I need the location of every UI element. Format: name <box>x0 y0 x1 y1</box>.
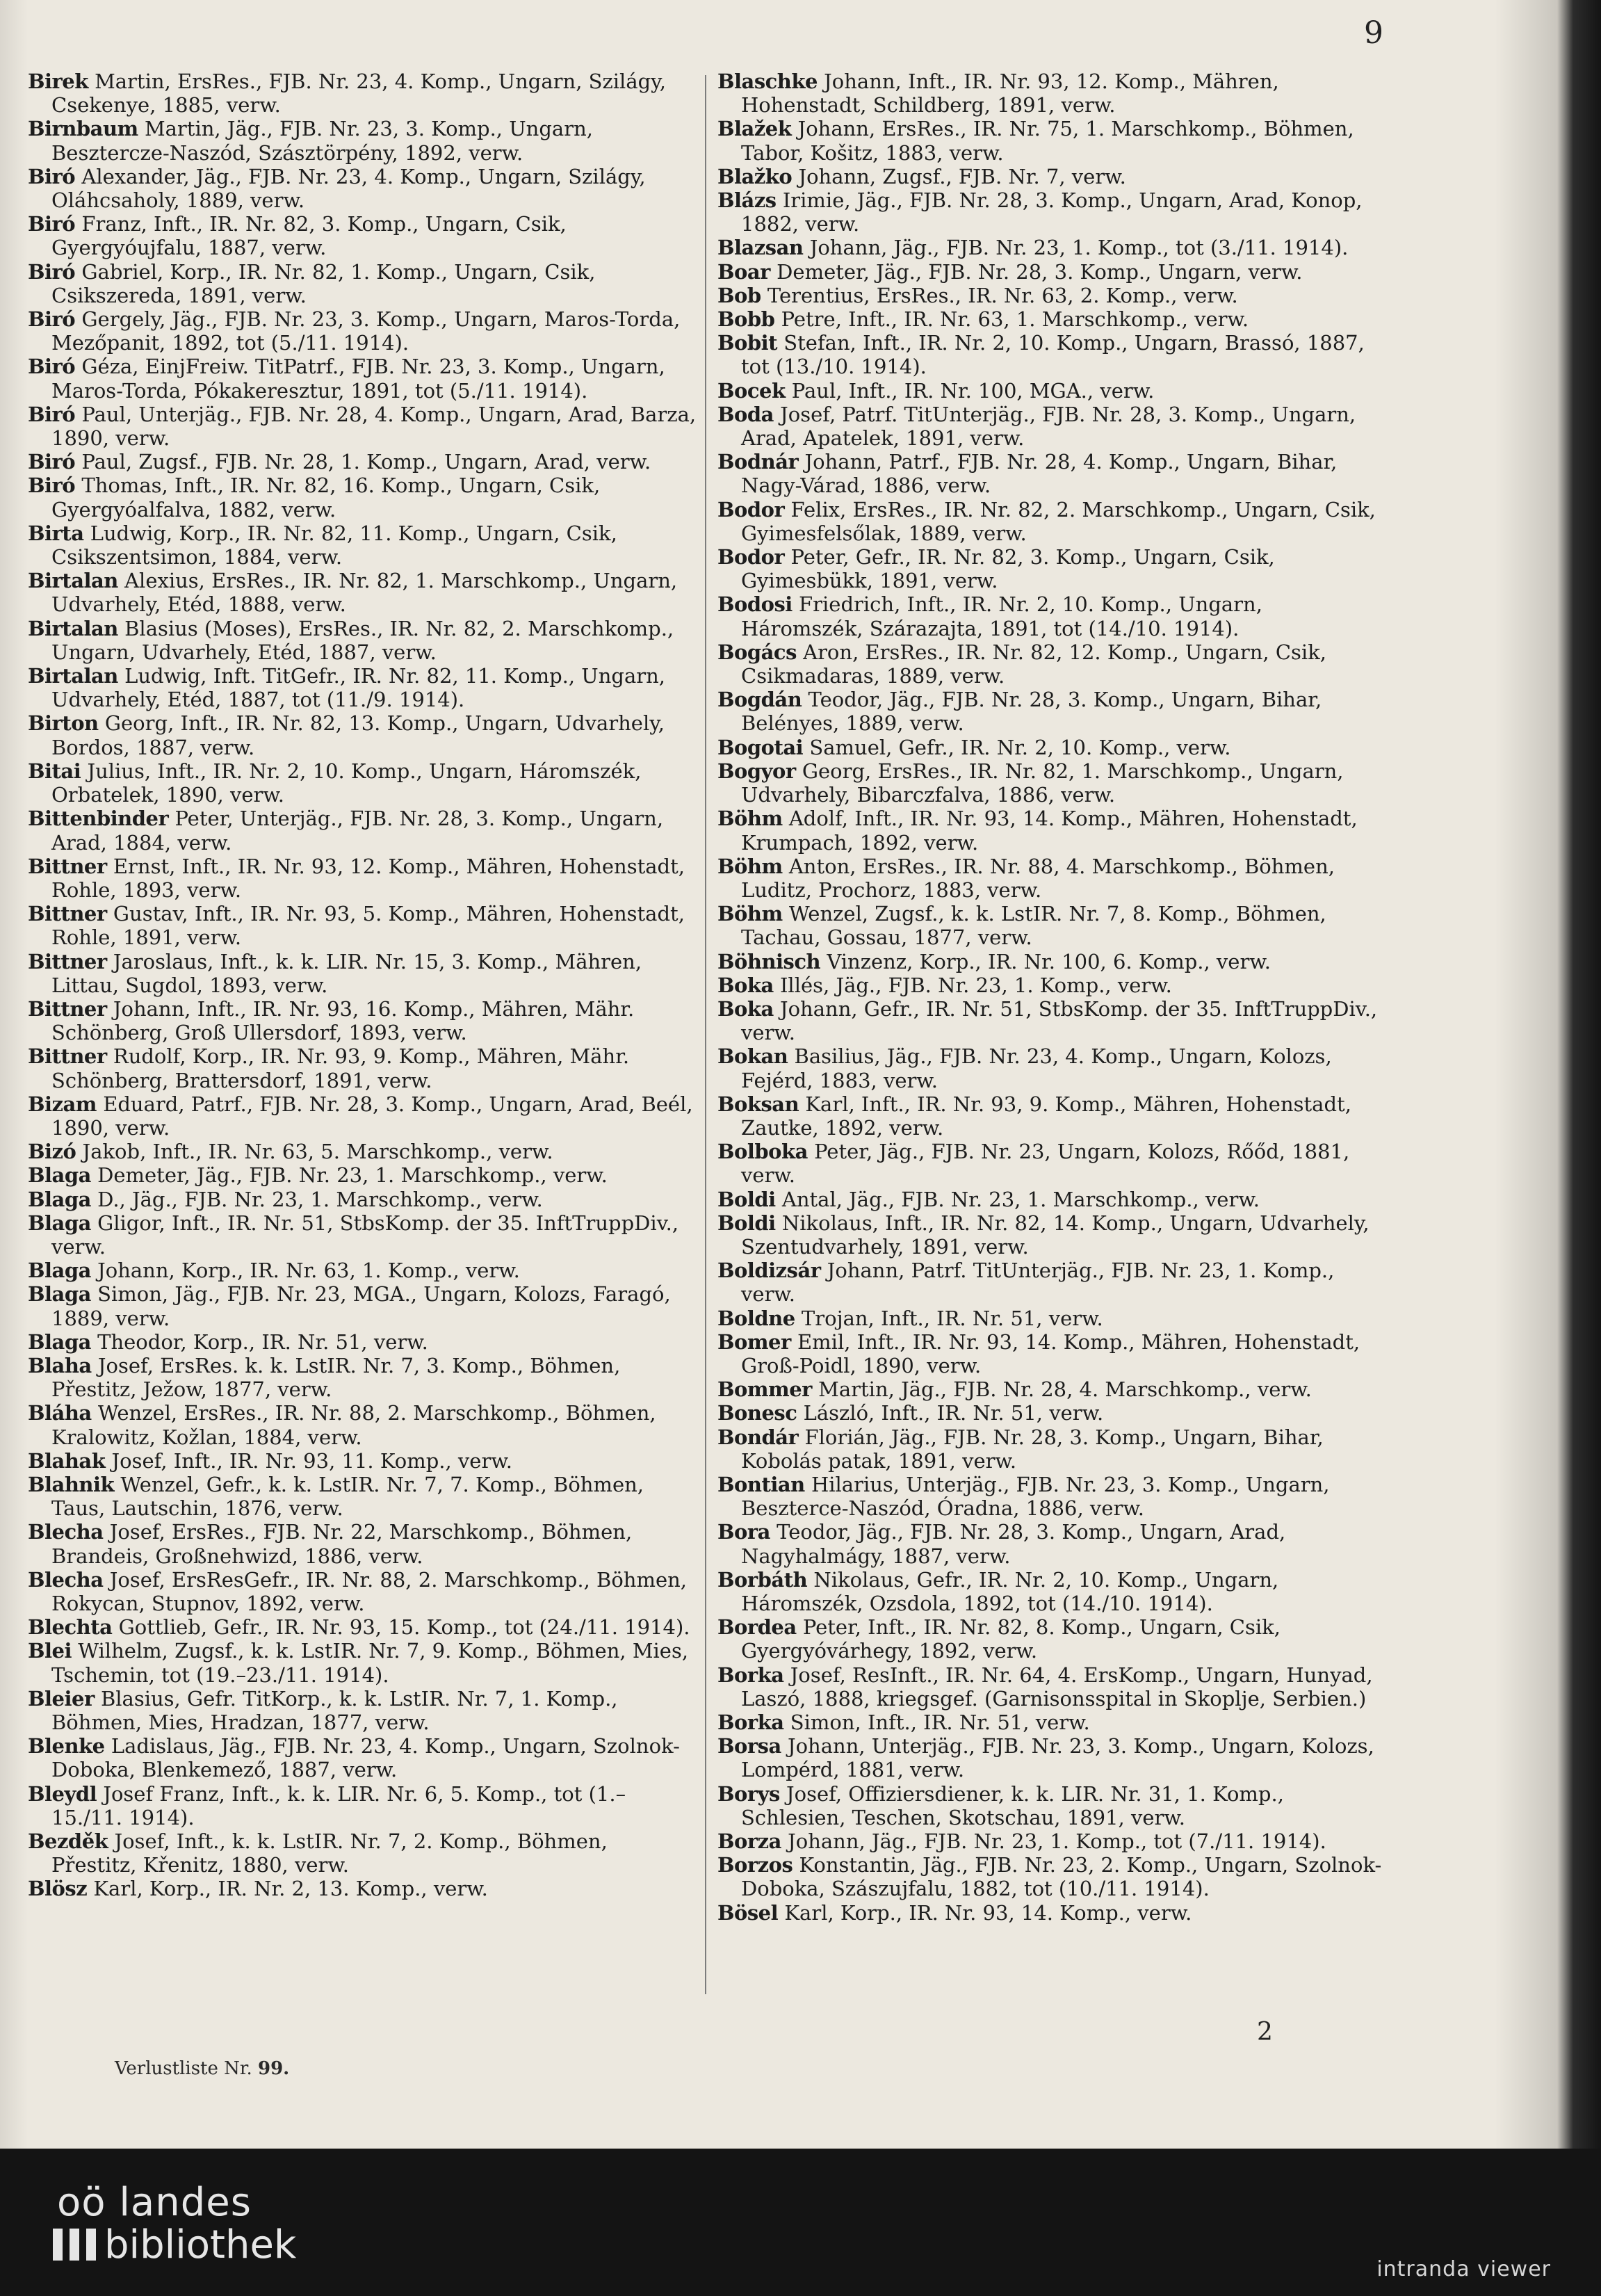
entry-details: Antal, Jäg., FJB. Nr. 23, 1. Marschkomp., verw. <box>775 1187 1260 1211</box>
entry-surname: Bittner <box>28 902 107 926</box>
list-entry <box>717 640 1386 688</box>
entry-surname: Birnbaum <box>28 117 138 141</box>
list-entry <box>717 997 1386 1044</box>
entry-details: Josef, ResInft., IR. Nr. 64, 4. ErsKomp., Ungarn, Hunyad, Laszó, 1888, kriegsgef. (Garnisonsspital in Skoplje, Serbien.) <box>741 1663 1373 1711</box>
entry-surname: Blahnik <box>28 1472 115 1496</box>
list-entry <box>28 1259 697 1282</box>
entry-surname: Böhnisch <box>717 949 821 973</box>
entry-details: Felix, ErsRes., IR. Nr. 82, 2. Marschkomp., Ungarn, Csik, Gyimesfelsőlak, 1889, verw. <box>741 497 1376 545</box>
entry-details: Vinzenz, Korp., IR. Nr. 100, 6. Komp., verw. <box>820 949 1271 973</box>
library-logo[interactable] <box>53 2182 296 2267</box>
list-entry <box>717 1568 1386 1615</box>
entry-details: Basilius, Jäg., FJB. Nr. 23, 4. Komp., Ungarn, Kolozs, Fejérd, 1883, verw. <box>741 1044 1332 1092</box>
entry-details: Paul, Unterjäg., FJB. Nr. 28, 4. Komp., Ungarn, Arad, Barza, 1890, verw. <box>51 402 697 451</box>
list-entry <box>28 1568 697 1615</box>
entry-surname: Blaga <box>28 1282 91 1307</box>
entry-surname: Bobit <box>717 331 778 355</box>
entry-surname: Bora <box>717 1520 770 1544</box>
entry-details: Martin, ErsRes., FJB. Nr. 23, 4. Komp., Ungarn, Szilágy, Csekenye, 1885, verw. <box>51 70 666 118</box>
entry-details: Julius, Inft., IR. Nr. 2, 10. Komp., Ungarn, Háromszék, Orbatelek, 1890, verw. <box>51 759 642 807</box>
entry-details: Hilarius, Unterjäg., FJB. Nr. 23, 3. Komp., Ungarn, Beszterce-Naszód, Óradna, 1886, verw. <box>741 1472 1330 1521</box>
entry-details: Josef, Inft., k. k. LstIR. Nr. 7, 2. Komp., Böhmen, Přestitz, Křenitz, 1880, verw. <box>51 1829 608 1877</box>
entry-details: Josef, Offiziersdiener, k. k. LIR. Nr. 31, 1. Komp., Schlesien, Teschen, Skotschau, 1891, verw. <box>741 1781 1284 1829</box>
entry-surname: Biró <box>28 474 76 498</box>
entry-surname: Blahak <box>28 1448 106 1473</box>
entry-details: Karl, Korp., IR. Nr. 93, 14. Komp., verw. <box>778 1900 1192 1925</box>
list-entry <box>28 1163 697 1187</box>
entry-surname: Boldi <box>717 1211 776 1235</box>
list-entry <box>717 688 1386 735</box>
entry-surname: Biró <box>28 259 76 284</box>
entry-details: Terentius, ErsRes., IR. Nr. 63, 2. Komp., verw. <box>761 283 1238 307</box>
list-entry <box>717 592 1386 640</box>
entry-surname: Bleier <box>28 1686 95 1711</box>
entry-surname: Bogyor <box>717 759 796 783</box>
list-entry <box>28 664 697 711</box>
entry-details: Josef, ErsRes., FJB. Nr. 22, Marschkomp., Böhmen, Brandeis, Großnehwizd, 1886, verw. <box>51 1520 633 1568</box>
entry-surname: Borsa <box>717 1734 781 1759</box>
entry-details: Blasius, Gefr. TitKorp., k. k. LstIR. Nr. 7, 1. Komp., Böhmen, Mies, Hradzan, 1877, verw. <box>51 1686 618 1735</box>
list-entry <box>717 1092 1386 1140</box>
entry-surname: Blažko <box>717 164 793 188</box>
entry-surname: Bordea <box>717 1615 797 1640</box>
list-entry <box>28 1520 697 1567</box>
entry-surname: Borbáth <box>717 1567 808 1592</box>
list-entry <box>717 1330 1386 1377</box>
list-footer-label: Verlustliste Nr. <box>115 2058 252 2079</box>
entry-surname: Bob <box>717 283 761 307</box>
entry-surname: Böhm <box>717 854 783 878</box>
entry-surname: Bontian <box>717 1472 805 1496</box>
list-entry <box>28 997 697 1044</box>
entry-details: Johann, Jäg., FJB. Nr. 23, 1. Komp., tot (3./11. 1914). <box>803 236 1349 260</box>
entry-details: Nikolaus, Gefr., IR. Nr. 2, 10. Komp., Ungarn, Háromszék, Ozsdola, 1892, tot (14./10. 1914). <box>741 1567 1279 1615</box>
entry-details: Johann, Unterjäg., FJB. Nr. 23, 3. Komp., Ungarn, Kolozs, Lompérd, 1881, verw. <box>741 1734 1374 1782</box>
entry-surname: Blenke <box>28 1734 105 1759</box>
list-entry <box>28 1188 697 1211</box>
list-entry <box>717 117 1386 164</box>
entry-details: Jakob, Inft., IR. Nr. 63, 5. Marschkomp., verw. <box>76 1140 553 1164</box>
list-entry <box>717 1307 1386 1330</box>
list-entry <box>28 950 697 997</box>
list-entry <box>28 1449 697 1473</box>
entry-details: Martin, Jäg., FJB. Nr. 23, 3. Komp., Ungarn, Besztercze-Naszód, Szásztörpény, 1892, verw. <box>51 117 593 165</box>
entry-details: Alexius, ErsRes., IR. Nr. 82, 1. Marschkomp., Ungarn, Udvarhely, Etéd, 1888, verw. <box>51 569 678 617</box>
list-entry <box>28 70 697 117</box>
entry-details: Paul, Zugsf., FJB. Nr. 28, 1. Komp., Ungarn, Arad, verw. <box>75 450 651 474</box>
entry-surname: Bizó <box>28 1140 76 1164</box>
entry-surname: Boka <box>717 973 774 997</box>
entry-details: Gottlieb, Gefr., IR. Nr. 93, 15. Komp., tot (24./11. 1914). <box>112 1615 690 1640</box>
list-entry <box>717 188 1386 236</box>
entry-details: Gergely, Jäg., FJB. Nr. 23, 3. Komp., Ungarn, Maros-Torda, Mezőpanit, 1892, tot (5./11. 1914). <box>51 307 681 355</box>
entry-details: Wilhelm, Zugsf., k. k. LstIR. Nr. 7, 9. Komp., Böhmen, Mies, Tschemin, tot (19.–23./11. 1914). <box>51 1639 689 1687</box>
entry-surname: Blechta <box>28 1615 113 1640</box>
entry-surname: Biró <box>28 355 76 379</box>
list-entry <box>28 1330 697 1354</box>
entry-details: Demeter, Jäg., FJB. Nr. 28, 3. Komp., Ungarn, verw. <box>770 259 1303 284</box>
entry-surname: Bittner <box>28 949 107 973</box>
entry-details: Peter, Inft., IR. Nr. 82, 8. Komp., Ungarn, Csik, Gyergyóvárhegy, 1892, verw. <box>741 1615 1281 1663</box>
entry-details: Johann, Gefr., IR. Nr. 51, StbsKomp. der 35. InftTruppDiv., verw. <box>741 996 1378 1045</box>
entry-surname: Blösz <box>28 1877 88 1901</box>
list-entry <box>28 1829 697 1877</box>
list-entry <box>28 1877 697 1900</box>
list-entry <box>717 1782 1386 1829</box>
entry-details: Gligor, Inft., IR. Nr. 51, StbsKomp. der 35. InftTruppDiv., verw. <box>51 1211 679 1259</box>
entry-surname: Bitai <box>28 759 81 783</box>
list-entry <box>28 711 697 759</box>
list-entry <box>28 1044 697 1092</box>
list-entry <box>717 1188 1386 1211</box>
entry-surname: Boldi <box>717 1187 776 1211</box>
right-column <box>717 70 1386 1925</box>
list-entry <box>28 1282 697 1329</box>
list-entry <box>717 902 1386 949</box>
list-entry <box>28 403 697 450</box>
list-entry <box>28 1782 697 1829</box>
entry-details: Gabriel, Korp., IR. Nr. 82, 1. Komp., Ungarn, Csik, Csikszereda, 1891, verw. <box>51 259 596 307</box>
entry-details: Martin, Jäg., FJB. Nr. 28, 4. Marschkomp., verw. <box>811 1377 1312 1402</box>
entry-details: Johann, Patrf. TitUnterjäg., FJB. Nr. 23, 1. Komp., verw. <box>741 1259 1335 1307</box>
list-entry <box>717 1259 1386 1306</box>
entry-details: Teodor, Jäg., FJB. Nr. 28, 3. Komp., Ungarn, Arad, Nagyhalmágy, 1887, verw. <box>741 1520 1286 1568</box>
entry-details: Johann, Korp., IR. Nr. 63, 1. Komp., verw. <box>90 1259 520 1283</box>
list-entry <box>28 1092 697 1140</box>
list-entry <box>28 759 697 807</box>
list-entry <box>717 1901 1386 1925</box>
entry-details: Ladislaus, Jäg., FJB. Nr. 23, 4. Komp., Ungarn, Szolnok-Doboka, Blenkemező, 1887, verw. <box>51 1734 680 1782</box>
list-entry <box>717 165 1386 188</box>
list-entry <box>717 950 1386 973</box>
list-entry <box>717 1044 1386 1092</box>
list-entry <box>28 1687 697 1734</box>
entry-surname: Blaga <box>28 1187 91 1211</box>
entry-surname: Bondár <box>717 1425 799 1449</box>
entry-surname: Birek <box>28 70 88 93</box>
entry-details: Josef Franz, Inft., k. k. LIR. Nr. 6, 5. Komp., tot (1.–15./11. 1914). <box>51 1781 626 1829</box>
list-entry <box>717 855 1386 902</box>
entry-details: Johann, Patrf., FJB. Nr. 28, 4. Komp., Ungarn, Bihar, Nagy-Várad, 1886, verw. <box>741 450 1338 498</box>
entry-details: Wenzel, ErsRes., IR. Nr. 88, 2. Marschkomp., Böhmen, Kralowitz, Kožlan, 1884, verw. <box>51 1401 656 1449</box>
list-entry <box>28 474 697 521</box>
list-entry <box>717 973 1386 997</box>
list-entry <box>717 1734 1386 1781</box>
list-entry <box>717 1711 1386 1734</box>
entry-surname: Boldizsár <box>717 1259 821 1283</box>
entry-surname: Böhm <box>717 902 783 926</box>
page-number: 9 <box>1364 15 1383 51</box>
list-entry <box>28 1140 697 1163</box>
entry-details: Peter, Gefr., IR. Nr. 82, 3. Komp., Ungarn, Csik, Gyimesbükk, 1891, verw. <box>741 545 1275 593</box>
entry-details: Simon, Jäg., FJB. Nr. 23, MGA., Ungarn, Kolozs, Faragó, 1889, verw. <box>51 1282 671 1330</box>
entry-details: Karl, Korp., IR. Nr. 2, 13. Komp., verw. <box>87 1877 488 1901</box>
entry-details: Wenzel, Gefr., k. k. LstIR. Nr. 7, 7. Komp., Böhmen, Taus, Lautschin, 1876, verw. <box>51 1472 644 1521</box>
entry-surname: Blaga <box>28 1163 91 1188</box>
entry-surname: Blei <box>28 1639 72 1663</box>
list-entry <box>28 1354 697 1401</box>
entry-surname: Borka <box>717 1711 784 1735</box>
entry-details: Adolf, Inft., IR. Nr. 93, 14. Komp., Mähren, Hohenstadt, Krumpach, 1892, verw. <box>741 807 1358 855</box>
entry-surname: Bocek <box>717 378 786 403</box>
list-entry <box>28 1639 697 1686</box>
entry-surname: Biró <box>28 307 76 332</box>
entry-details: László, Inft., IR. Nr. 51, verw. <box>797 1401 1104 1425</box>
entry-details: Thomas, Inft., IR. Nr. 82, 16. Komp., Ungarn, Csik, Gyergyóalfalva, 1882, verw. <box>51 474 601 522</box>
entry-details: Ludwig, Korp., IR. Nr. 82, 11. Komp., Ungarn, Csik, Csikszentsimon, 1884, verw. <box>51 521 617 569</box>
entry-details: Karl, Inft., IR. Nr. 93, 9. Komp., Mähren, Hohenstadt, Zautke, 1892, verw. <box>741 1092 1351 1140</box>
list-entry <box>717 1520 1386 1567</box>
list-entry <box>717 1211 1386 1259</box>
entry-surname: Bommer <box>717 1377 812 1402</box>
left-column <box>28 70 697 1901</box>
entry-details: Nikolaus, Inft., IR. Nr. 82, 14. Komp., Ungarn, Udvarhely, Szentudvarhely, 1891, verw. <box>741 1211 1370 1259</box>
entry-details: Peter, Jäg., FJB. Nr. 23, Ungarn, Kolozs, Rőőd, 1881, verw. <box>741 1140 1350 1188</box>
entry-surname: Boda <box>717 402 774 426</box>
list-entry <box>28 450 697 474</box>
entry-details: D., Jäg., FJB. Nr. 23, 1. Marschkomp., verw. <box>90 1187 543 1211</box>
list-entry <box>28 1473 697 1520</box>
entry-surname: Blaschke <box>717 70 818 93</box>
entry-details: Josef, ErsResGefr., IR. Nr. 88, 2. Marschkomp., Böhmen, Rokycan, Stupnov, 1892, verw. <box>51 1567 688 1615</box>
entry-details: Aron, ErsRes., IR. Nr. 82, 12. Komp., Ungarn, Csik, Csikmadaras, 1889, verw. <box>741 640 1326 688</box>
entry-details: Georg, Inft., IR. Nr. 82, 13. Komp., Ungarn, Udvarhely, Bordos, 1887, verw. <box>51 711 665 759</box>
entry-surname: Birtalan <box>28 616 118 640</box>
list-entry <box>717 1853 1386 1900</box>
entry-details: Trojan, Inft., IR. Nr. 51, verw. <box>795 1306 1103 1330</box>
entry-details: Stefan, Inft., IR. Nr. 2, 10. Komp., Ungarn, Brassó, 1887, tot (13./10. 1914). <box>741 331 1365 379</box>
list-entry <box>717 1829 1386 1853</box>
entry-surname: Biró <box>28 402 76 426</box>
entry-details: Josef, ErsRes. k. k. LstIR. Nr. 7, 3. Komp., Böhmen, Přestitz, Ježow, 1877, verw. <box>51 1353 621 1402</box>
list-entry <box>28 307 697 355</box>
entry-details: Franz, Inft., IR. Nr. 82, 3. Komp., Ungarn, Csik, Gyergyóujfalu, 1887, verw. <box>51 212 567 260</box>
entry-surname: Blaga <box>28 1329 91 1354</box>
entry-details: Theodor, Korp., IR. Nr. 51, verw. <box>90 1329 428 1354</box>
entry-details: Simon, Inft., IR. Nr. 51, verw. <box>783 1711 1090 1735</box>
entry-surname: Bodnár <box>717 450 799 474</box>
entry-surname: Bittenbinder <box>28 807 169 831</box>
entry-surname: Biró <box>28 212 76 236</box>
logo-line-2-text: bibliothek <box>104 2222 297 2267</box>
entry-surname: Birtalan <box>28 569 118 593</box>
list-entry <box>717 736 1386 759</box>
entry-surname: Böhm <box>717 807 783 831</box>
list-entry <box>717 307 1386 331</box>
entry-details: Wenzel, Zugsf., k. k. LstIR. Nr. 7, 8. Komp., Böhmen, Tachau, Gossau, 1877, verw. <box>741 902 1326 950</box>
entry-surname: Bogács <box>717 640 797 664</box>
entry-surname: Bösel <box>717 1900 779 1925</box>
list-entry <box>717 379 1386 403</box>
entry-details: Florián, Jäg., FJB. Nr. 28, 3. Komp., Ungarn, Bihar, Kobolás patak, 1891, verw. <box>741 1425 1324 1473</box>
list-footer <box>115 2058 289 2079</box>
entry-surname: Blaga <box>28 1259 91 1283</box>
entry-details: Josef, Inft., IR. Nr. 93, 11. Komp., verw. <box>105 1448 512 1473</box>
entry-surname: Bittner <box>28 854 107 878</box>
list-entry <box>28 569 697 616</box>
entry-details: Ernst, Inft., IR. Nr. 93, 12. Komp., Mähren, Hohenstadt, Rohle, 1893, verw. <box>51 854 685 902</box>
entry-surname: Bokan <box>717 1044 788 1069</box>
entry-surname: Bodosi <box>717 592 793 617</box>
entry-surname: Borza <box>717 1829 781 1854</box>
list-entry <box>28 117 697 164</box>
list-entry <box>28 902 697 949</box>
list-entry <box>28 355 697 402</box>
entry-surname: Birtalan <box>28 664 118 688</box>
entry-surname: Bleydl <box>28 1781 97 1806</box>
list-entry <box>717 1663 1386 1711</box>
list-entry <box>28 1211 697 1259</box>
logo-line-2 <box>53 2224 296 2267</box>
entry-surname: Blaha <box>28 1353 92 1377</box>
entry-details: Rudolf, Korp., IR. Nr. 93, 9. Komp., Mähren, Mähr. Schönberg, Brattersdorf, 1891, verw. <box>51 1044 630 1092</box>
entry-surname: Bodor <box>717 545 785 569</box>
entry-surname: Bezděk <box>28 1829 108 1854</box>
list-entry <box>28 855 697 902</box>
entry-details: Johann, Zugsf., FJB. Nr. 7, verw. <box>792 164 1126 188</box>
list-entry <box>28 212 697 259</box>
list-entry <box>717 498 1386 545</box>
entry-surname: Bogdán <box>717 688 802 712</box>
list-entry <box>717 1377 1386 1401</box>
entry-surname: Bolboka <box>717 1140 808 1164</box>
entry-surname: Biró <box>28 164 76 188</box>
entry-details: Illés, Jäg., FJB. Nr. 23, 1. Komp., verw. <box>773 973 1172 997</box>
list-entry <box>717 236 1386 259</box>
entry-details: Johann, ErsRes., IR. Nr. 75, 1. Marschkomp., Böhmen, Tabor, Košitz, 1883, verw. <box>741 117 1354 165</box>
list-entry <box>28 522 697 569</box>
list-entry <box>28 165 697 212</box>
entry-surname: Bogotai <box>717 735 804 759</box>
entry-details: Peter, Unterjäg., FJB. Nr. 28, 3. Komp., Ungarn, Arad, 1884, verw. <box>51 807 664 855</box>
list-entry <box>28 260 697 307</box>
entry-surname: Borzos <box>717 1853 793 1877</box>
entry-surname: Biró <box>28 450 76 474</box>
entry-surname: Boksan <box>717 1092 799 1116</box>
list-entry <box>717 545 1386 592</box>
entry-surname: Bonesc <box>717 1401 797 1425</box>
entry-surname: Bizam <box>28 1092 97 1116</box>
entry-details: Emil, Inft., IR. Nr. 93, 14. Komp., Mähren, Hohenstadt, Groß-Poidl, 1890, verw. <box>741 1329 1360 1377</box>
list-entry <box>717 260 1386 284</box>
entry-details: Josef, Patrf. TitUnterjäg., FJB. Nr. 28, 3. Komp., Ungarn, Arad, Apatelek, 1891, verw. <box>741 402 1356 451</box>
viewer-brand-label[interactable]: intranda viewer <box>1376 2257 1551 2281</box>
entry-details: Ludwig, Inft. TitGefr., IR. Nr. 82, 11. Komp., Ungarn, Udvarhely, Etéd, 1887, tot (11./9. 1914). <box>51 664 666 712</box>
list-entry <box>28 807 697 854</box>
list-entry <box>717 1615 1386 1663</box>
list-entry <box>717 403 1386 450</box>
entry-details: Johann, Inft., IR. Nr. 93, 12. Komp., Mähren, Hohenstadt, Schildberg, 1891, verw. <box>741 70 1279 118</box>
entry-surname: Boka <box>717 996 774 1021</box>
entry-surname: Birton <box>28 711 99 736</box>
entry-details: Paul, Inft., IR. Nr. 100, MGA., verw. <box>785 378 1155 403</box>
logo-line-1: oö landes <box>57 2180 252 2225</box>
entry-surname: Bittner <box>28 1044 107 1069</box>
entry-surname: Bodor <box>717 497 785 522</box>
entry-details: Eduard, Patrf., FJB. Nr. 28, 3. Komp., Ungarn, Arad, Beél, 1890, verw. <box>51 1092 693 1140</box>
list-entry <box>717 70 1386 117</box>
entry-surname: Blázs <box>717 188 777 213</box>
list-entry <box>28 1734 697 1781</box>
entry-surname: Bittner <box>28 996 107 1021</box>
entry-surname: Borys <box>717 1781 780 1806</box>
entry-details: Johann, Inft., IR. Nr. 93, 16. Komp., Mähren, Mähr. Schönberg, Groß Ullersdorf, 1893, verw. <box>51 996 635 1045</box>
list-entry <box>717 759 1386 807</box>
entry-details: Gustav, Inft., IR. Nr. 93, 5. Komp., Mähren, Hohenstadt, Rohle, 1891, verw. <box>51 902 685 950</box>
entry-details: Johann, Jäg., FJB. Nr. 23, 1. Komp., tot (7./11. 1914). <box>781 1829 1326 1854</box>
entry-details: Anton, ErsRes., IR. Nr. 88, 4. Marschkomp., Böhmen, Luditz, Prochorz, 1883, verw. <box>741 854 1335 902</box>
entry-surname: Borka <box>717 1663 784 1687</box>
entry-surname: Boar <box>717 259 770 284</box>
entry-details: Konstantin, Jäg., FJB. Nr. 23, 2. Komp., Ungarn, Szolnok-Doboka, Szászujfalu, 1882, tot (10./11. 1914). <box>741 1853 1382 1901</box>
entry-details: Friedrich, Inft., IR. Nr. 2, 10. Komp., Ungarn, Háromszék, Szárazajta, 1891, tot (14./10. 1914). <box>741 592 1262 640</box>
signature-mark: 2 <box>1257 2018 1273 2046</box>
entry-details: Blasius (Moses), ErsRes., IR. Nr. 82, 2. Marschkomp., Ungarn, Udvarhely, Etéd, 1887, verw. <box>51 616 674 664</box>
entry-surname: Blažek <box>717 117 792 141</box>
list-entry <box>717 1425 1386 1473</box>
list-entry <box>717 331 1386 378</box>
list-footer-number: 99. <box>257 2058 290 2079</box>
list-entry <box>717 1401 1386 1425</box>
entry-details: Géza, EinjFreiw. TitPatrf., FJB. Nr. 23, 3. Komp., Ungarn, Maros-Torda, Pókakeresztur, 1891, tot (5./11. 1914). <box>51 355 665 403</box>
entry-surname: Bláha <box>28 1401 92 1425</box>
list-entry <box>717 450 1386 497</box>
entry-surname: Blazsan <box>717 236 804 260</box>
entry-details: Demeter, Jäg., FJB. Nr. 23, 1. Marschkomp., verw. <box>90 1163 608 1188</box>
entry-details: Samuel, Gefr., IR. Nr. 2, 10. Komp., verw. <box>803 735 1231 759</box>
entry-surname: Bobb <box>717 307 775 332</box>
entry-details: Irimie, Jäg., FJB. Nr. 28, 3. Komp., Ungarn, Arad, Konop, 1882, verw. <box>741 188 1363 236</box>
logo-bars-icon <box>53 2229 100 2261</box>
entry-surname: Blecha <box>28 1520 104 1544</box>
list-entry <box>717 807 1386 854</box>
entry-details: Petre, Inft., IR. Nr. 63, 1. Marschkomp., verw. <box>774 307 1249 332</box>
entry-surname: Blaga <box>28 1211 91 1235</box>
entry-surname: Bomer <box>717 1329 791 1354</box>
list-entry <box>717 1473 1386 1520</box>
list-entry <box>28 1615 697 1639</box>
list-entry <box>717 284 1386 307</box>
entry-details: Teodor, Jäg., FJB. Nr. 28, 3. Komp., Ungarn, Bihar, Belényes, 1889, verw. <box>741 688 1322 736</box>
list-entry <box>717 1140 1386 1187</box>
entry-surname: Birta <box>28 521 84 545</box>
entry-details: Jaroslaus, Inft., k. k. LIR. Nr. 15, 3. Komp., Mähren, Littau, Sugdol, 1893, verw. <box>51 949 642 997</box>
list-entry <box>28 617 697 664</box>
entry-surname: Boldne <box>717 1306 795 1330</box>
list-entry <box>28 1401 697 1448</box>
entry-details: Alexander, Jäg., FJB. Nr. 23, 4. Komp., Ungarn, Szilágy, Oláhcsaholy, 1889, verw. <box>51 164 646 213</box>
column-divider <box>705 75 706 1994</box>
entry-details: Georg, ErsRes., IR. Nr. 82, 1. Marschkomp., Ungarn, Udvarhely, Bibarczfalva, 1886, verw. <box>741 759 1344 807</box>
entry-surname: Blecha <box>28 1567 104 1592</box>
